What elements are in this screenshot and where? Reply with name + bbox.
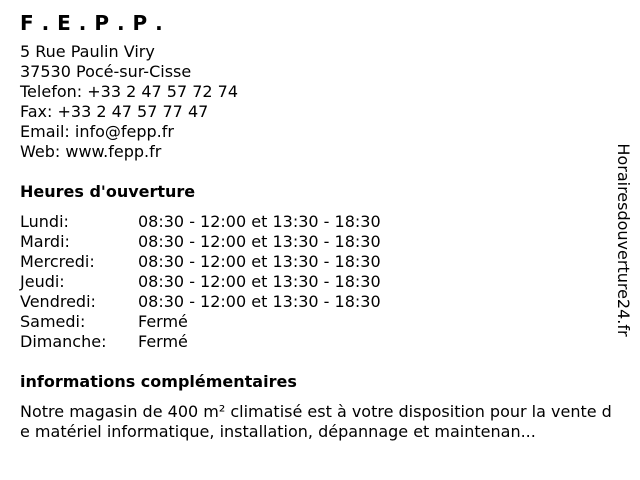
hours-time-value: 08:30 - 12:00 et 13:30 - 18:30 <box>138 212 381 231</box>
hours-time-value: 08:30 - 12:00 et 13:30 - 18:30 <box>138 292 381 311</box>
hours-day-label: Vendredi: <box>20 292 96 311</box>
hours-time-value: 08:30 - 12:00 et 13:30 - 18:30 <box>138 232 381 251</box>
address-street: 5 Rue Paulin Viry <box>20 42 155 61</box>
site-watermark: Horairesdouverture24.fr <box>614 143 633 337</box>
contact-block <box>20 42 610 162</box>
hours-row-wednesday <box>20 252 610 272</box>
hours-day-label: Samedi: <box>20 312 86 331</box>
hours-time-value: 08:30 - 12:00 et 13:30 - 18:30 <box>138 272 381 291</box>
fax-number: Fax: +33 2 47 57 77 47 <box>20 102 209 121</box>
hours-row-tuesday <box>20 232 610 252</box>
hours-day-label: Jeudi: <box>20 272 65 291</box>
hours-row-friday <box>20 292 610 312</box>
business-name: F . E . P . P . <box>20 11 164 35</box>
info-heading: informations complémentaires <box>20 372 297 391</box>
hours-row-monday <box>20 212 610 232</box>
hours-row-thursday <box>20 272 610 292</box>
business-card <box>20 10 610 442</box>
info-description: Notre magasin de 400 m² climatisé est à votre disposition pour la vente de matériel informatique, installation, dépannage et maintenan... <box>20 402 612 441</box>
phone-number: Telefon: +33 2 47 57 72 74 <box>20 82 239 101</box>
hours-day-label: Mardi: <box>20 232 70 251</box>
hours-time-value: 08:30 - 12:00 et 13:30 - 18:30 <box>138 252 381 271</box>
hours-table <box>20 212 610 352</box>
website-address: Web: www.fepp.fr <box>20 142 162 161</box>
hours-day-label: Dimanche: <box>20 332 107 351</box>
hours-day-label: Mercredi: <box>20 252 95 271</box>
hours-day-label: Lundi: <box>20 212 69 231</box>
hours-row-sunday <box>20 332 610 352</box>
email-address: Email: info@fepp.fr <box>20 122 174 141</box>
address-city: 37530 Pocé-sur-Cisse <box>20 62 192 81</box>
hours-time-value: Fermé <box>138 332 188 351</box>
hours-heading: Heures d'ouverture <box>20 182 196 201</box>
hours-row-saturday <box>20 312 610 332</box>
hours-time-value: Fermé <box>138 312 188 331</box>
